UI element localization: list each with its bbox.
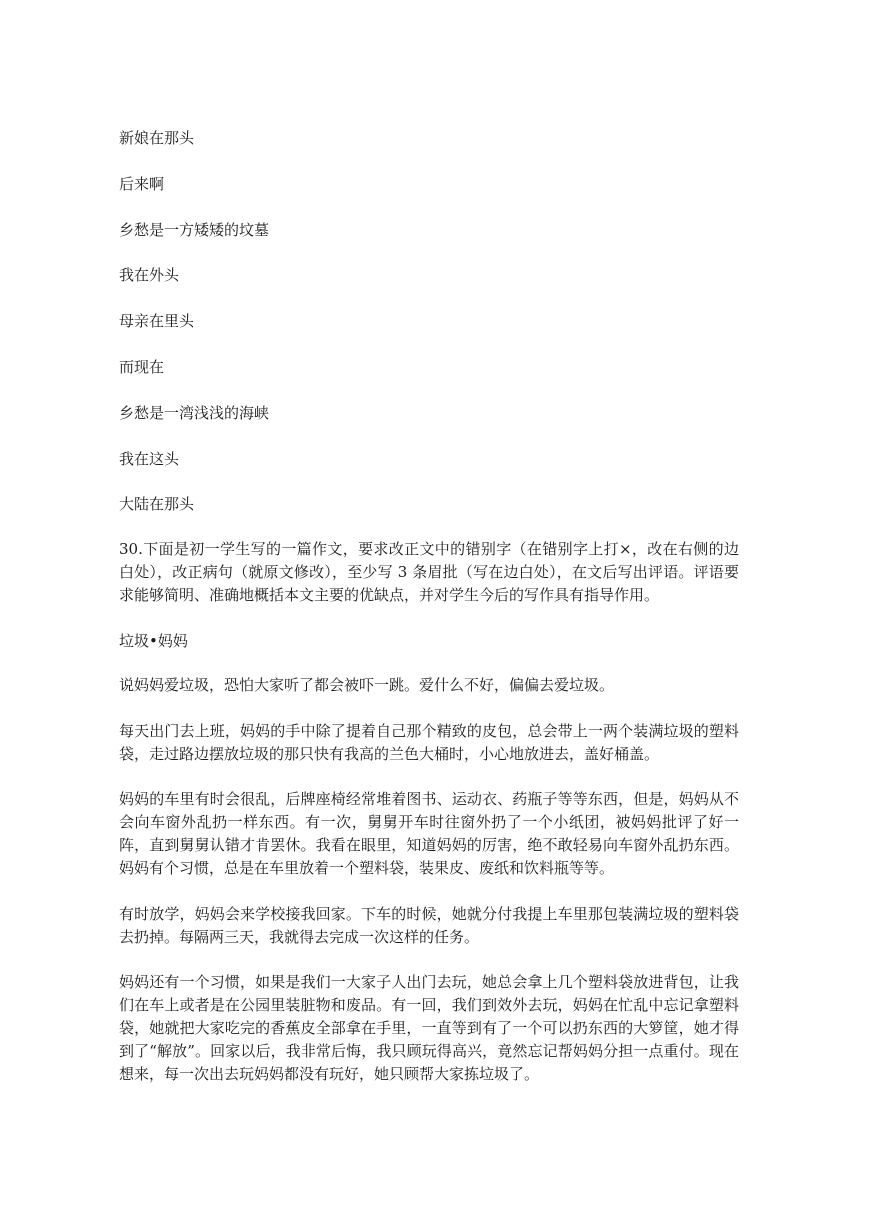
poem-line: 新娘在那头 [119,129,195,147]
poem-line: 我在外头 [119,266,180,284]
essay-paragraph: 说妈妈爱垃圾，恐怕大家听了都会被吓一跳。爱什么不好，偏偏去爱垃圾。 [119,676,615,694]
essay-paragraph: 每天出门去上班，妈妈的手中除了提着自己那个精致的皮包，总会带上一两个装满垃圾的塑料袋，走过路边摆放垃圾的那只快有我高的兰色大桶时，小心地放进去，盖好桶盖。 [119,722,739,763]
essay-title: 垃圾•妈妈 [119,632,188,650]
poem-line: 后来啊 [119,175,165,193]
poem-line: 我在这头 [119,450,180,468]
question-prompt: 30.下面是初一学生写的一篇作文，要求改正文中的错别字（在错别字上打×，改在右侧的边白处），改正病句（就原文修改），至少写 3 条眉批（写在边白处），在文后写出评语。评语要求能够简明、准确地概括本文主要的优缺点，并对学生今后的写作具有指导作用。 [119,540,739,604]
poem-line: 母亲在里头 [119,312,195,330]
poem-line: 而现在 [119,358,165,376]
essay-paragraph: 有时放学，妈妈会来学校接我回家。下车的时候，她就分付我提上车里那包装满垃圾的塑料袋去扔掉。每隔两三天，我就得去完成一次这样的任务。 [119,905,739,946]
poem-line: 大陆在那头 [119,495,195,513]
poem-line: 乡愁是一方矮矮的坟墓 [119,221,270,239]
poem-line: 乡愁是一湾浅浅的海峡 [119,404,270,422]
essay-paragraph: 妈妈还有一个习惯，如果是我们一大家子人出门去玩，她总会拿上几个塑料袋放进背包，让我们在车上或者是在公园里装脏物和废品。有一回，我们到效外去玩，妈妈在忙乱中忘记拿塑料袋，她就把大家吃完的香蕉皮全部拿在手里，一直等到有了一个可以扔东西的大箩筐，她才得到了“解放”。回家以后，我非常后悔，我只顾玩得高兴，竟然忘记帮妈妈分担一点重付。现在想来，每一次出去玩妈妈都没有玩好，她只顾帮大家拣垃圾了。 [119,973,739,1083]
essay-paragraph: 妈妈的车里有时会很乱，后牌座椅经常堆着图书、运动衣、药瓶子等等东西，但是，妈妈从不会向车窗外乱扔一样东西。有一次，舅舅开车时往窗外扔了一个小纸团，被妈妈批评了好一阵，直到舅舅认错才肯罢休。我看在眼里，知道妈妈的厉害，绝不敢轻易向车窗外乱扔东西。妈妈有个习惯，总是在车里放着一个塑料袋，装果皮、废纸和饮料瓶等等。 [119,790,739,877]
